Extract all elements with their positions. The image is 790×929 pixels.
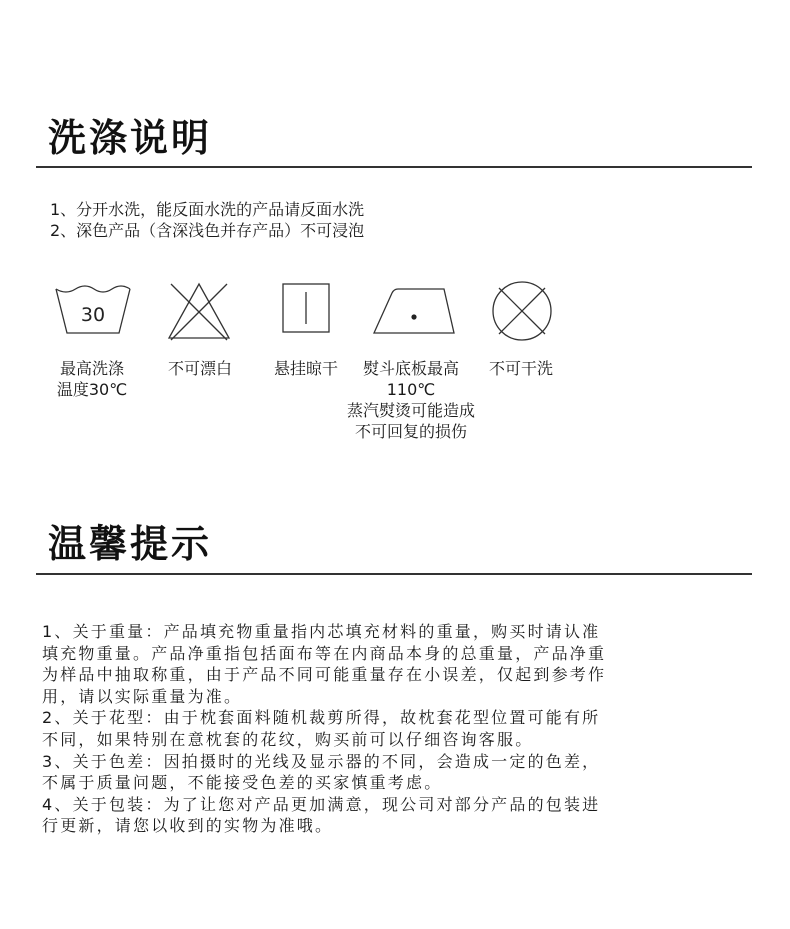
- caption-line: 最高洗涤: [59, 359, 124, 378]
- tips-line: 行更新，请您以收到的实物为准哦。: [42, 816, 334, 836]
- washing-title-divider: [36, 166, 752, 168]
- tips-line: 填充物重量。产品净重指包括面布等在内商品本身的总重量，产品净重: [42, 643, 607, 663]
- tips-line: 用，请以实际重量为准。: [42, 686, 243, 706]
- tips-title: 温馨提示: [48, 522, 213, 566]
- washing-instruction-item: 2、深色产品（含深浅色并存产品）不可浸泡: [50, 221, 365, 240]
- no-dry-clean-caption: [471, 358, 571, 379]
- caption-line: 110℃: [386, 380, 436, 399]
- washing-instructions-title: 洗涤说明: [48, 116, 213, 160]
- iron-caption: [331, 358, 491, 442]
- wash-30-tub-icon: [55, 283, 131, 335]
- washing-instruction-item: 1、分开水洗，能反面水洗的产品请反面水洗: [50, 200, 365, 219]
- tips-line: 不同，如果特别在意枕套的花纹，购买前可以仔细咨询客服。: [42, 729, 534, 749]
- washing-instructions-list: [50, 199, 364, 241]
- caption-line: 不可干洗: [488, 359, 553, 378]
- caption-line: 悬挂晾干: [273, 359, 338, 378]
- wash-temperature-number: 30: [80, 304, 106, 326]
- tips-line: 2、关于花型：由于枕套面料随机裁剪所得，故枕套花型位置可能有所: [42, 708, 601, 728]
- tips-body: [42, 621, 722, 837]
- tips-title-divider: [36, 573, 752, 575]
- wash-30-caption: [42, 358, 142, 400]
- tips-line: 3、关于色差：因拍摄时的光线及显示器的不同，会造成一定的色差，: [42, 751, 601, 771]
- tips-line: 为样品中抽取称重，由于产品不同可能重量存在小误差，仅起到参考作: [42, 665, 607, 685]
- caption-line: 熨斗底板最高: [362, 359, 459, 378]
- no-dry-clean-crossed-circle-icon: [490, 279, 554, 343]
- line-dry-square-icon: [282, 283, 330, 333]
- no-bleach-caption: [150, 358, 250, 379]
- caption-line: 不可漂白: [167, 359, 232, 378]
- tips-line: 4、关于包装：为了让您对产品更加满意，现公司对部分产品的包装进: [42, 794, 601, 814]
- caption-line: 温度30℃: [56, 380, 128, 399]
- iron-one-dot-icon: [372, 283, 456, 335]
- no-bleach-crossed-triangle-icon: [167, 282, 231, 342]
- caption-line: 不可回复的损伤: [354, 422, 467, 441]
- caption-line: 蒸汽熨烫可能造成: [346, 401, 475, 420]
- tips-line: 1、关于重量：产品填充物重量指内芯填充材料的重量，购买时请认准: [42, 622, 601, 641]
- tips-line: 不属于质量问题，不能接受色差的买家慎重考虑。: [42, 773, 443, 793]
